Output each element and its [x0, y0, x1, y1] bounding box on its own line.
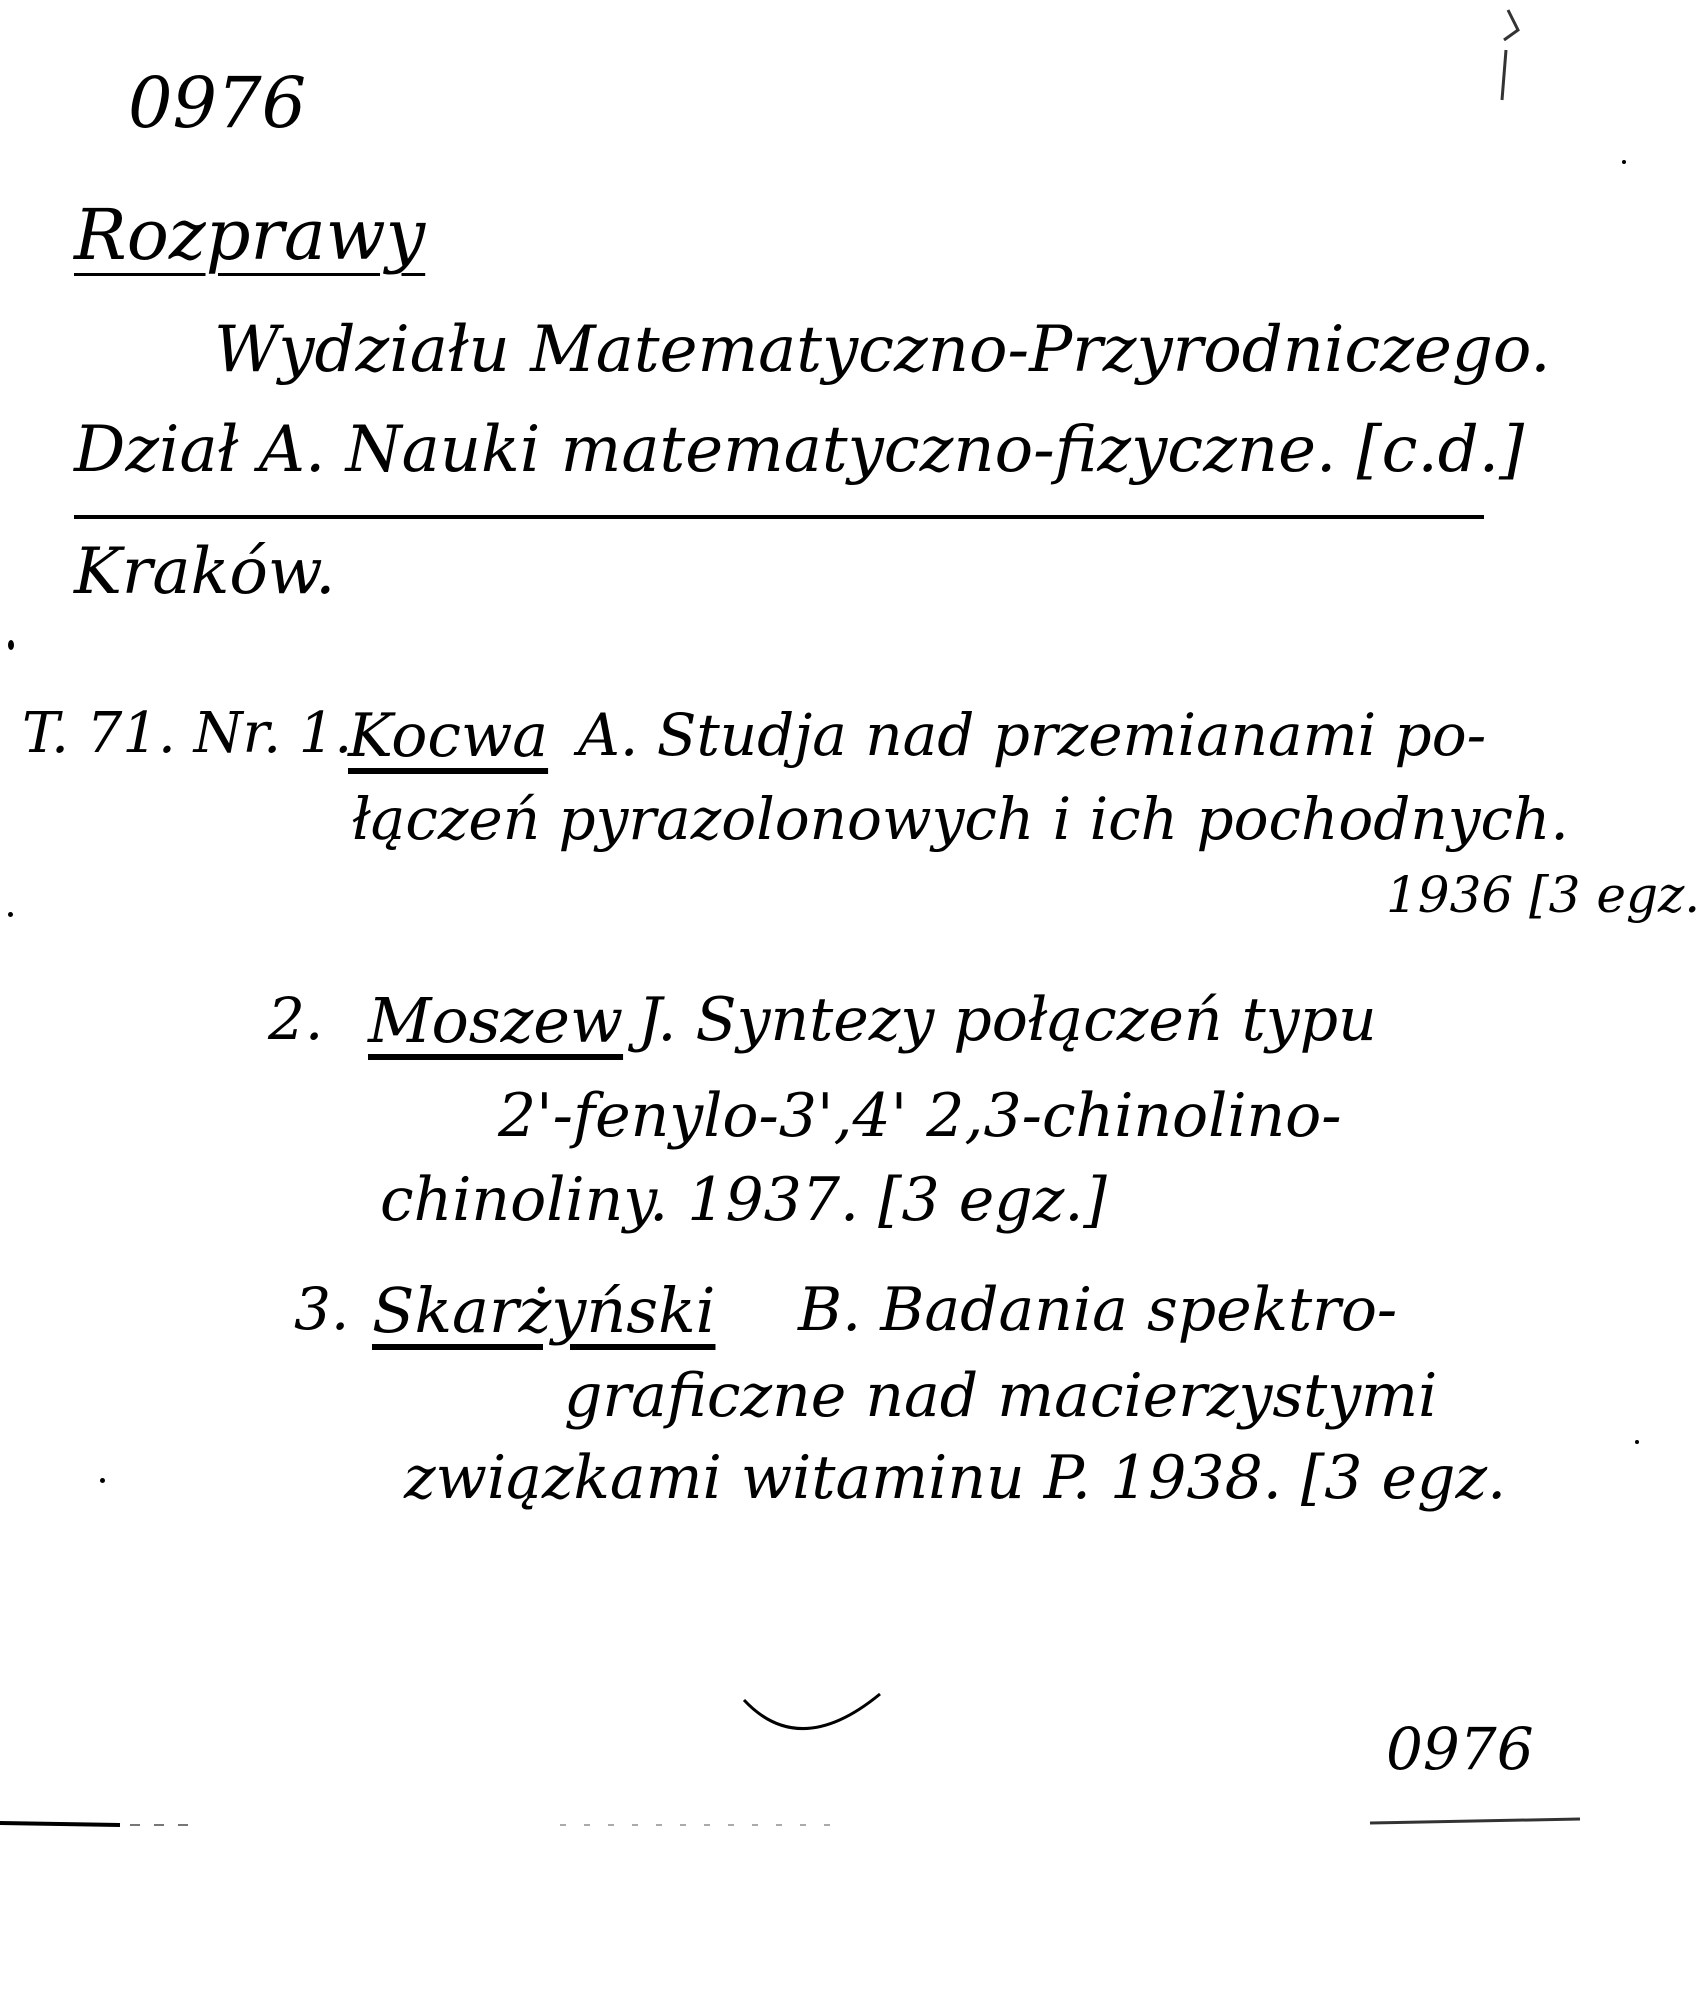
card-number-top: 0976 — [128, 62, 307, 144]
corner-pencil-mark — [1478, 0, 1538, 110]
entry-1-title-line-2: łączeń pyrazolonowych i ich pochodnych. — [352, 785, 1569, 853]
entry-2-author: Moszew — [368, 984, 624, 1057]
entry-1-author: Kocwa — [348, 701, 549, 771]
scan-speck — [8, 912, 13, 917]
scan-speck — [1622, 160, 1626, 164]
entry-3-title-line-1: B. Badania spektro- — [798, 1275, 1398, 1345]
card-bottom-edge — [0, 1815, 1600, 1835]
entry-1-year-copies: 1936 [3 egz. — [1386, 866, 1700, 924]
entry-2-number: 2. — [268, 985, 324, 1053]
place-of-publication: Kraków. — [74, 535, 336, 609]
entry-3-author: Skarżyński — [372, 1274, 716, 1347]
entry-3-title-line-2: graficzne nad macierzystymi — [564, 1361, 1438, 1431]
entry-1-title-line-1: A. Studja nad przemianami po- — [578, 701, 1487, 769]
entry-3-number: 3. — [294, 1275, 350, 1343]
scan-speck — [1635, 1440, 1639, 1444]
entry-2-title-line-2: 2'-fenylo-3',4' 2,3-chinolino- — [498, 1081, 1342, 1151]
series-title: Rozprawy — [74, 194, 426, 276]
faculty-title: Wydziału Matematyczno-Przyrodniczego. — [214, 313, 1551, 387]
entry-2-title-line-3: chinoliny. 1937. [3 egz.] — [380, 1165, 1107, 1235]
section-title: Dział A. Nauki matematyczno-fizyczne. [c.d.] — [74, 413, 1525, 487]
entry-2-title-line-1: J. Syntezy połączeń typu — [638, 985, 1377, 1055]
decorative-curve — [740, 1690, 890, 1750]
scan-speck — [100, 1478, 105, 1483]
section-underline — [74, 515, 1484, 519]
entry-3-title-line-3: związkami witaminu P. 1938. [3 egz. — [404, 1443, 1507, 1513]
scan-speck — [8, 640, 14, 650]
entry-1-volume-number: T. 71. Nr. 1. — [22, 701, 353, 766]
card-number-bottom: 0976 — [1386, 1715, 1534, 1783]
